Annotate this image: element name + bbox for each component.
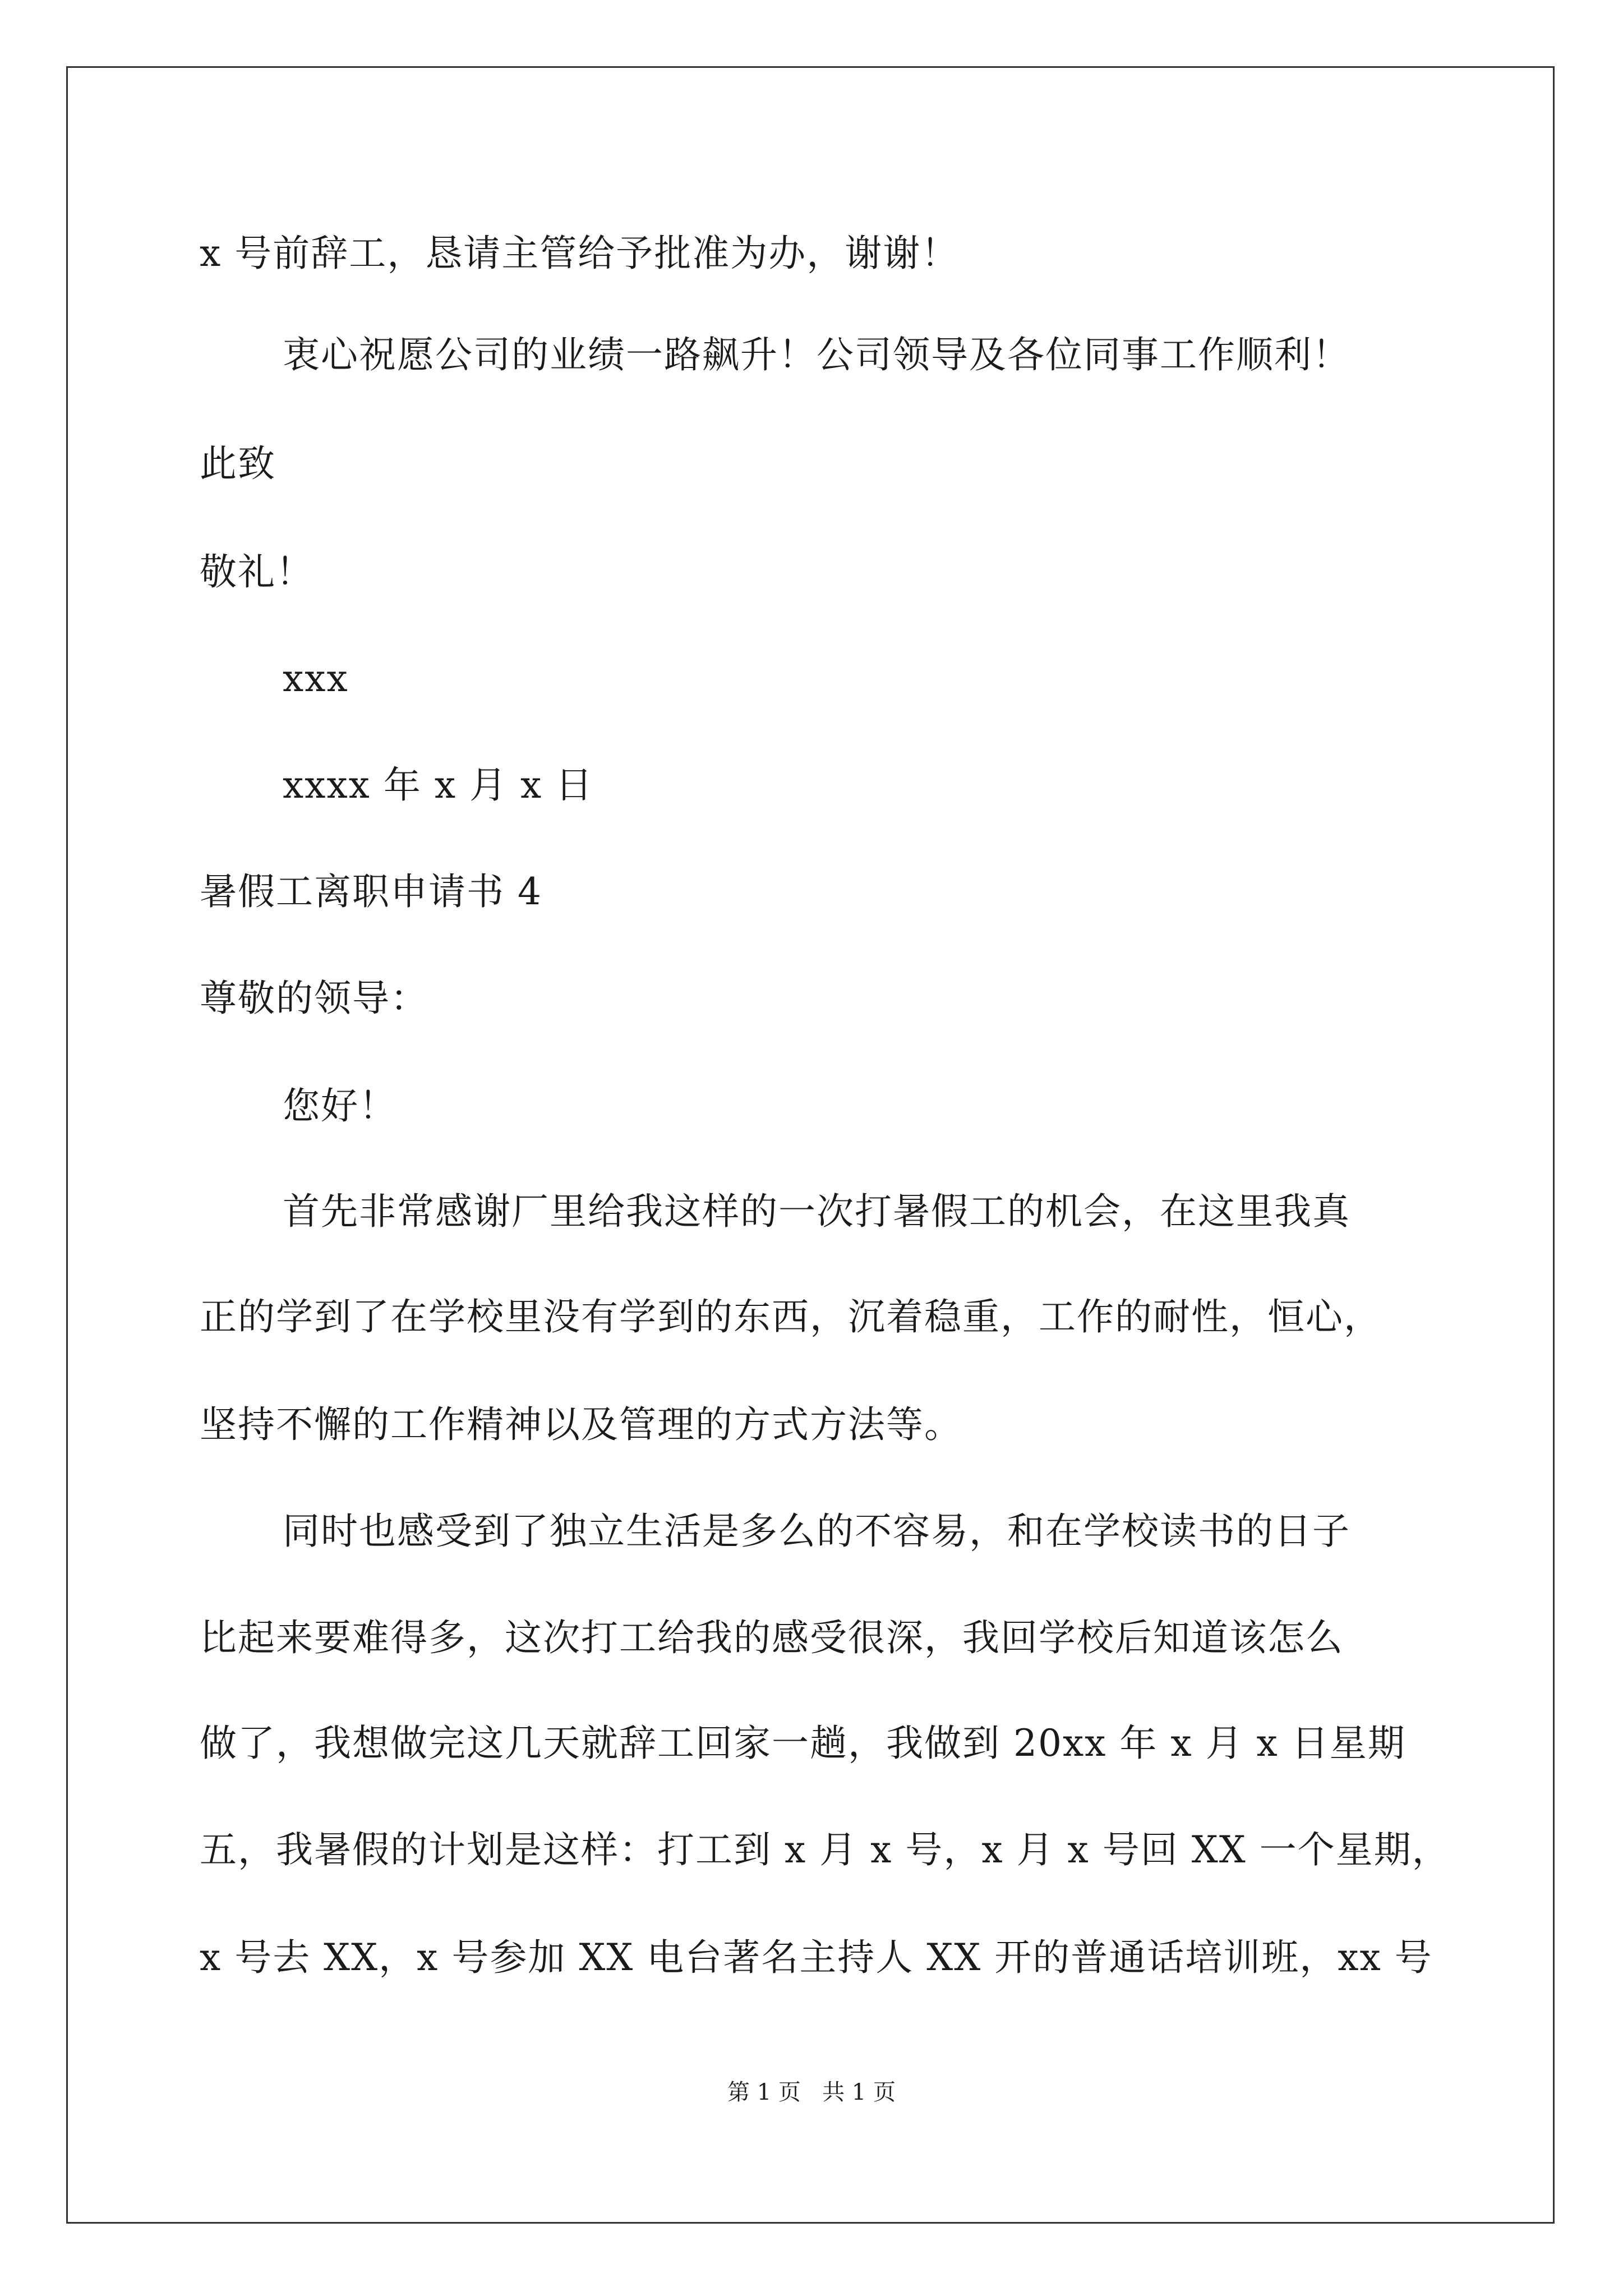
text-line: 坚持不懈的工作精神以及管理的方式方法等。 [200,1403,962,1446]
section-title: 暑假工离职申请书 4 [200,870,542,913]
salutation-respect: 敬礼！ [200,550,314,593]
greeting-recipient: 尊敬的领导： [200,977,428,1020]
page-border [66,66,1555,2224]
text-line: 比起来要难得多，这次打工给我的感受很深，我回学校后知道该怎么 [200,1616,1344,1659]
signature-date: xxxx 年 x 月 x 日 [283,763,594,807]
text-line: 五，我暑假的计划是这样：打工到 x 月 x 号，x 月 x 号回 XX 一个星期， [200,1828,1450,1871]
text-line: 做了，我想做完这几天就辞工回家一趟，我做到 20xx 年 x 月 x 日星期 [200,1722,1406,1765]
text-line: x 号去 XX，x 号参加 XX 电台著名主持人 XX 开的普通话培训班，xx 号 [200,1936,1433,1979]
text-line: x 号前辞工，恳请主管给予批准为办，谢谢！ [200,232,960,275]
text-line: 正的学到了在学校里没有学到的东西，沉着稳重，工作的耐性，恒心， [200,1295,1382,1338]
salutation-closing: 此致 [200,442,276,485]
text-line: 衷心祝愿公司的业绩一路飙升！公司领导及各位同事工作顺利！ [283,333,1350,376]
signature-name: xxx [283,657,349,700]
greeting: 您好！ [283,1084,397,1128]
text-line: 同时也感受到了独立生活是多么的不容易，和在学校读书的日子 [283,1510,1350,1553]
text-line: 首先非常感谢厂里给我这样的一次打暑假工的机会，在这里我真 [283,1190,1350,1233]
page-footer: 第 1 页 共 1 页 [727,2079,896,2105]
